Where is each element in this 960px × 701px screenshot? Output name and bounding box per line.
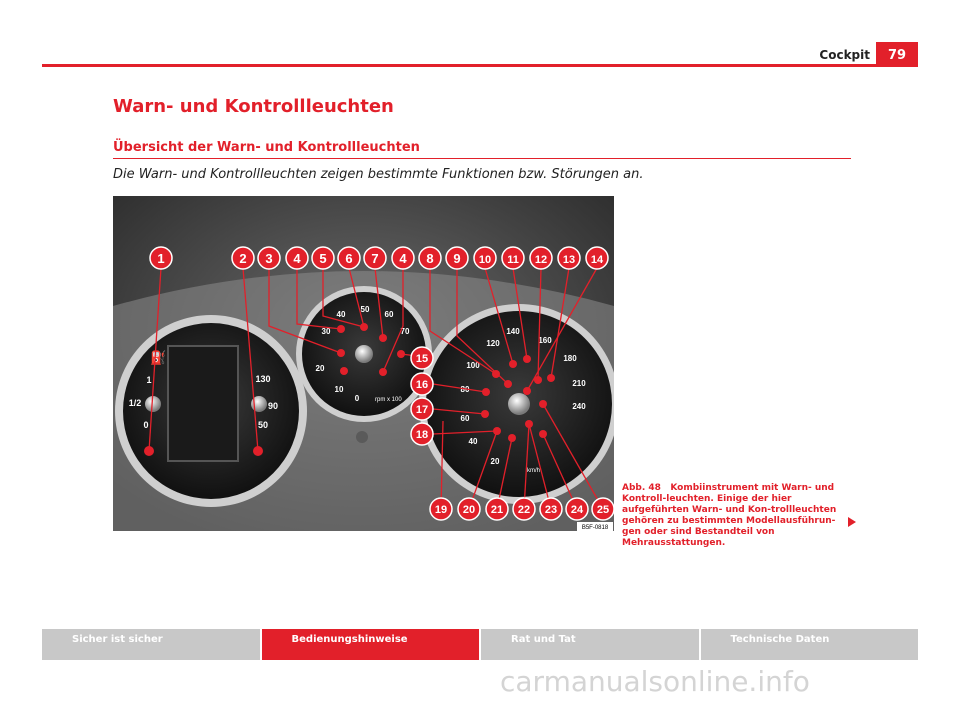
footer-tab-technische-daten[interactable]: Technische Daten bbox=[730, 634, 830, 645]
footer-tab-sicher[interactable]: Sicher ist sicher bbox=[42, 629, 262, 660]
instrument-cluster-illustration bbox=[113, 196, 614, 531]
header-rule bbox=[42, 64, 918, 67]
watermark: carmanualsonline.info bbox=[500, 665, 810, 698]
callout-number: 23 bbox=[544, 504, 558, 516]
instrument-cluster-figure bbox=[113, 196, 614, 531]
callout-number: 25 bbox=[596, 504, 610, 516]
reset-knob bbox=[356, 431, 368, 443]
speedo-label: 120 bbox=[486, 339, 500, 348]
tach-label: 20 bbox=[315, 364, 325, 373]
callout-number: 6 bbox=[345, 251, 353, 266]
caption-text: Kombiinstrument mit Warn- und Kontroll-leuchten. Einige der hier aufgeführten Warn- und Kon-trollleuchten gehören zu bestimmten Modellausführun-gen oder sind Bestandteil von Mehrausstattungen. bbox=[622, 483, 837, 548]
tach-needle-hub bbox=[355, 345, 373, 363]
section-heading: Cockpit bbox=[819, 48, 870, 62]
speedo-label: 40 bbox=[468, 437, 478, 446]
callout-number: 13 bbox=[562, 254, 576, 266]
callout-number: 3 bbox=[265, 251, 273, 266]
fuel-label: 0 bbox=[143, 420, 149, 430]
speedo-label: 160 bbox=[538, 336, 552, 345]
figure-code: B5F-0818 bbox=[581, 525, 609, 531]
callout-number: 18 bbox=[415, 429, 429, 441]
tach-label: 70 bbox=[400, 327, 410, 336]
page-title: Warn- und Kontrollleuchten bbox=[113, 96, 394, 117]
callout-number: 4 bbox=[293, 251, 301, 266]
speedo-label: 180 bbox=[563, 354, 577, 363]
callout-number: 15 bbox=[415, 353, 429, 365]
intro-text: Die Warn- und Kontrollleuchten zeigen bestimmte Funktionen bzw. Störungen an. bbox=[113, 167, 644, 182]
speedo-label: 210 bbox=[572, 379, 586, 388]
page-number: 79 bbox=[876, 42, 918, 67]
speedo-label: 20 bbox=[490, 457, 500, 466]
footer-nav bbox=[42, 629, 918, 660]
subsection-rule bbox=[113, 158, 851, 159]
callout-number: 11 bbox=[507, 254, 519, 266]
callout-number: 2 bbox=[239, 251, 247, 266]
footer-tab-bedienungshinweise[interactable]: Bedienungshinweise bbox=[262, 629, 482, 660]
callout-number: 1 bbox=[157, 251, 165, 266]
callout-number: 16 bbox=[415, 379, 429, 391]
callout-number: 4 bbox=[399, 251, 407, 266]
tach-unit: rpm x 100 bbox=[375, 397, 402, 403]
callout-number: 7 bbox=[371, 251, 379, 266]
speedo-label: 80 bbox=[460, 385, 470, 394]
tach-label: 0 bbox=[354, 394, 360, 403]
callout-number: 17 bbox=[415, 404, 429, 416]
caption-label: Abb. 48 bbox=[622, 483, 661, 493]
footer-tab-rat-und-tat[interactable]: Rat und Tat bbox=[481, 629, 701, 660]
callout-number: 10 bbox=[478, 254, 492, 266]
callout-number: 5 bbox=[319, 251, 327, 266]
callout-number: 20 bbox=[462, 504, 476, 516]
tach-label: 50 bbox=[360, 305, 370, 314]
callout-number: 12 bbox=[534, 254, 548, 266]
callout-number: 19 bbox=[434, 504, 448, 516]
fuel-pump-icon: ⛽ bbox=[150, 350, 167, 365]
fuel-label: 1/2 bbox=[128, 398, 142, 408]
tach-label: 60 bbox=[384, 310, 394, 319]
callout-number: 21 bbox=[490, 504, 504, 516]
callout-number: 22 bbox=[517, 504, 531, 516]
speedo-label: 240 bbox=[572, 402, 586, 411]
callout-number: 9 bbox=[453, 251, 461, 266]
speedo-label: 140 bbox=[506, 327, 520, 336]
tach-label: 40 bbox=[336, 310, 346, 319]
speedo-needle-hub bbox=[508, 393, 530, 415]
callout-number: 8 bbox=[426, 251, 434, 266]
speedo-label: 60 bbox=[460, 414, 470, 423]
subsection-title: Übersicht der Warn- und Kontrollleuchten bbox=[113, 140, 420, 155]
lcd-display bbox=[168, 346, 238, 461]
fuel-label: 1 bbox=[146, 375, 152, 385]
continue-arrow-icon bbox=[848, 517, 856, 527]
callout-number: 14 bbox=[590, 254, 604, 266]
figure-caption bbox=[622, 483, 852, 549]
speedo-label: 100 bbox=[466, 361, 480, 370]
callout-number: 24 bbox=[570, 504, 584, 516]
temp-label: 90 bbox=[267, 401, 279, 411]
temp-label: 50 bbox=[257, 420, 269, 430]
tach-label: 30 bbox=[321, 327, 331, 336]
temp-label: 130 bbox=[255, 374, 271, 384]
speedo-unit: km/h bbox=[527, 468, 541, 474]
tach-label: 10 bbox=[334, 385, 344, 394]
